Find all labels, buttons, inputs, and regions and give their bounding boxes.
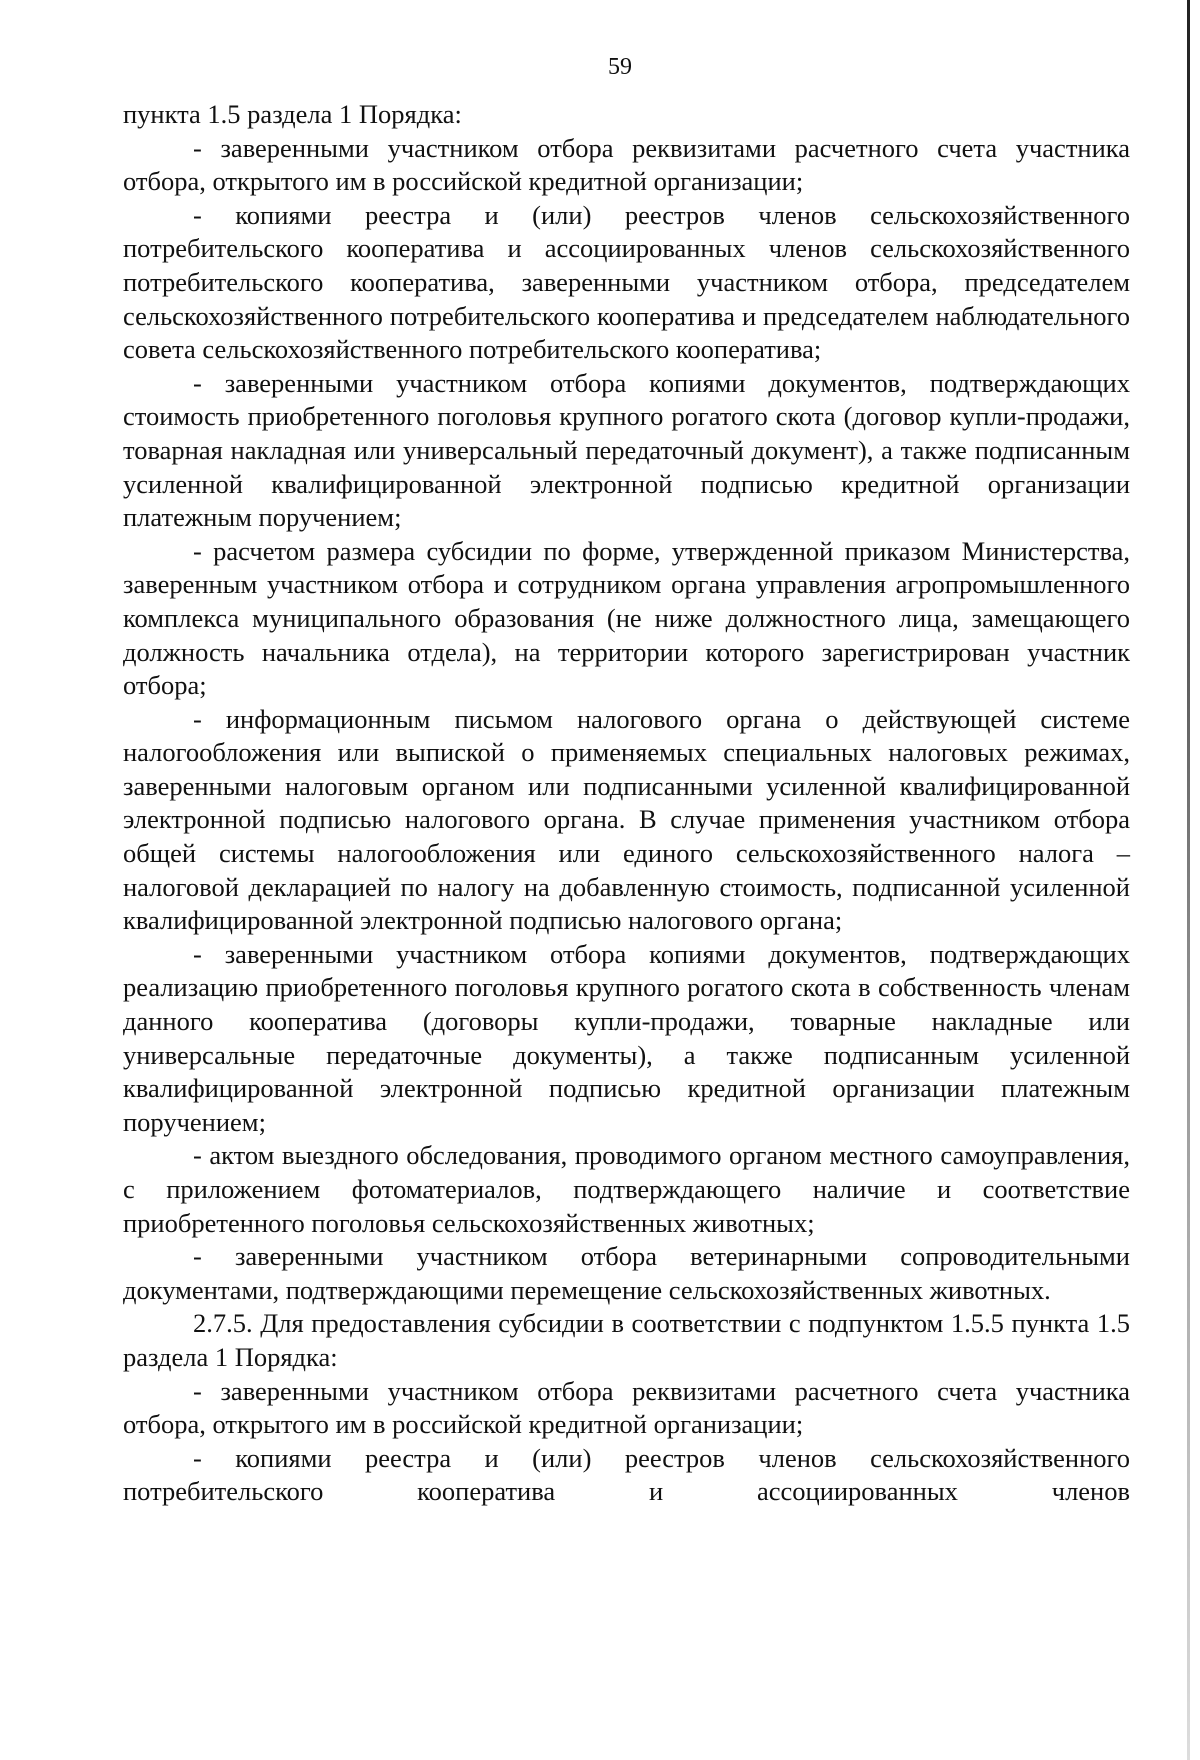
paragraph: - расчетом размера субсидии по форме, утвержденной приказом Министерства, заверенным участником отбора и сотрудником органа управления агропромышленного комплекса муниципального образования (не ниже должностного лица, замещающего должность начальника отдела), на территории которого зарегистрирован участник отбора; bbox=[123, 535, 1130, 701]
paragraph: 2.7.5. Для предоставления субсидии в соответствии с подпунктом 1.5.5 пункта 1.5 раздела 1 Порядка: bbox=[123, 1308, 1130, 1372]
paragraph: - заверенными участником отбора копиями документов, подтверждающих стоимость приобретенного поголовья крупного рогатого скота (договор купли-продажи, товарная накладная или универсальный передаточный документ), а также подписанным усиленной квалифицированной электронной подписью кредитной организации платежным поручением; bbox=[123, 367, 1130, 533]
document-body bbox=[123, 98, 1130, 1509]
paragraph: - информационным письмом налогового органа о действующей системе налогообложения или выпиской о применяемых специальных налоговых режимах, заверенными налоговым органом или подписанными усиленной квалифицированной электронной подписью налогового органа. В случае применения участником отбора общей системы налогообложения или единого сельскохозяйственного налога – налоговой декларацией по налогу на добавленную стоимость, подписанной усиленной квалифицированной электронной подписью налогового органа; bbox=[123, 703, 1130, 936]
paragraph: - заверенными участником отбора ветеринарными сопроводительными документами, подтверждающими перемещение сельскохозяйственных животных. bbox=[123, 1241, 1130, 1305]
paragraph: - заверенными участником отбора реквизитами расчетного счета участника отбора, открытого им в российской кредитной организации; bbox=[123, 132, 1130, 197]
paragraph: - копиями реестра и (или) реестров членов сельскохозяйственного потребительского кооператива и ассоциированных членов сельскохозяйственного потребительского кооператива, заверенными участником отбора, председателем сельскохозяйственного потребительского кооператива и председателем наблюдательного совета сельскохозяйственного потребительского кооператива; bbox=[123, 199, 1130, 365]
paragraph: - заверенными участником отбора реквизитами расчетного счета участника отбора, открытого им в российской кредитной организации; bbox=[123, 1375, 1130, 1440]
page-number: 59 bbox=[608, 54, 632, 80]
paragraph: - актом выездного обследования, проводимого органом местного самоуправления, с приложением фотоматериалов, подтверждающего наличие и соответствие приобретенного поголовья сельскохозяйственных животных; bbox=[123, 1140, 1130, 1238]
paragraph: - копиями реестра и (или) реестров членов сельскохозяйственного потребительского кооператива и ассоциированных членов bbox=[123, 1442, 1130, 1507]
scan-edge-shadow bbox=[1187, 0, 1190, 1760]
paragraph: - заверенными участником отбора копиями документов, подтверждающих реализацию приобретенного поголовья крупного рогатого скота в собственность членам данного кооператива (договоры купли-продажи, товарные накладные или универсальные передаточные документы), а также подписанным усиленной квалифицированной электронной подписью кредитной организации платежным поручением; bbox=[123, 938, 1130, 1137]
paragraph: пункта 1.5 раздела 1 Порядка: bbox=[123, 99, 462, 129]
